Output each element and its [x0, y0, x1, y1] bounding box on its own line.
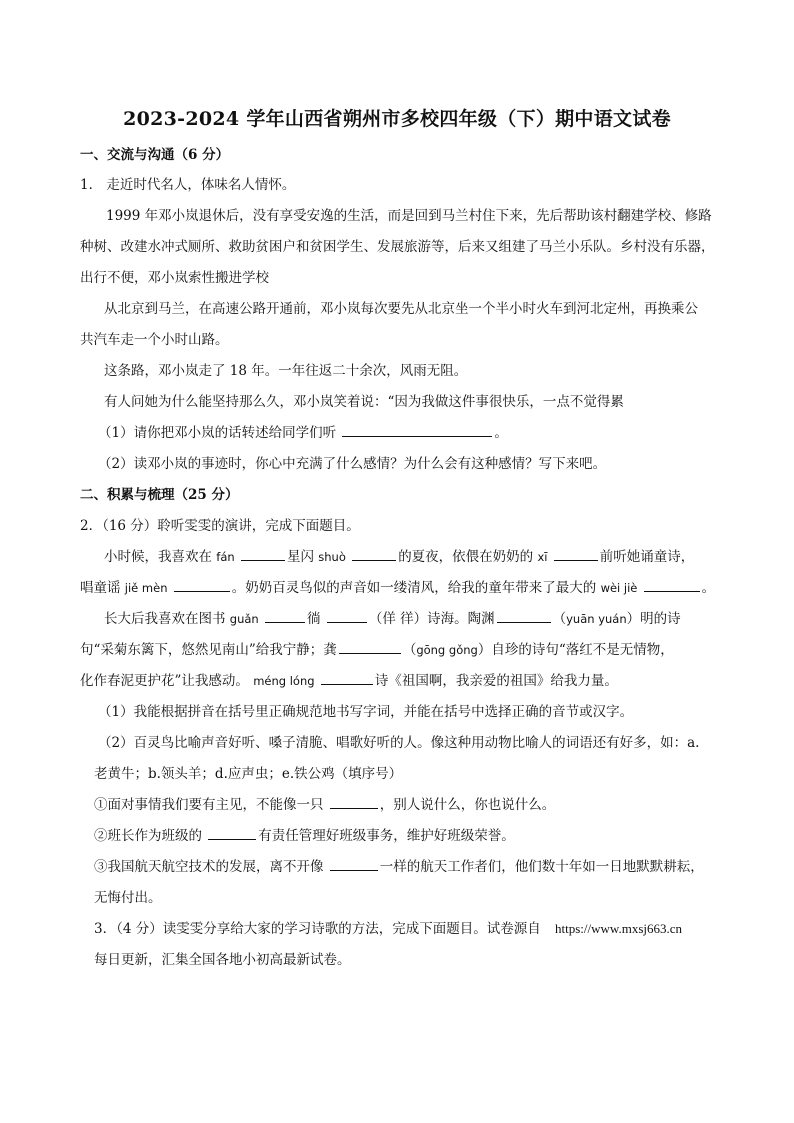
- item-text: 有责任管理好班级事务，维护好班级荣誉。: [258, 828, 515, 844]
- sub-question-1-1: [98, 424, 508, 442]
- sub-question-1-1-end: 。: [494, 425, 508, 441]
- speech-text: 。: [701, 580, 716, 596]
- speech-text: 长大后我喜欢在图书: [104, 611, 226, 627]
- speech-text: 唱童谣: [80, 580, 121, 596]
- item-text: ①面对事情我们要有主见，不能像一只: [94, 797, 324, 813]
- answer-blank[interactable]: [644, 579, 700, 592]
- speech-text: 前听她诵童诗，: [599, 549, 695, 565]
- answer-blank[interactable]: [241, 548, 285, 561]
- answer-blank[interactable]: [554, 548, 598, 561]
- speech-text: （: [552, 611, 567, 627]
- passage-p3: 这条路，邓小岚走了 18 年。一年往返二十余次，风雨无阻。: [104, 363, 468, 379]
- section-1-heading: 一、交流与沟通（6 分）: [80, 147, 230, 163]
- pinyin: gōng gǒng: [416, 643, 478, 657]
- question-3-cont: 每日更新，汇集全国各地小初高最新试卷。: [94, 952, 351, 968]
- answer-blank[interactable]: [339, 641, 401, 654]
- fill-item-2: [94, 827, 515, 845]
- pinyin: yuān yuán: [566, 612, 627, 626]
- answer-blank[interactable]: [352, 548, 396, 561]
- fill-item-3: [94, 858, 704, 876]
- fill-item-3-cont: 无悔付出。: [94, 890, 162, 906]
- sub-question-2-2-line1: （2）百灵鸟比喻声音好听、嗓子清脆、唱歌好听的人。像这种用动物比喻人的词语还有好多，如：a.: [98, 735, 700, 751]
- item-text: ，别人说什么，你也说什么。: [379, 797, 556, 813]
- speech-line2: [80, 579, 715, 597]
- sub-question-1-1-text: （1）请你把邓小岚的话转述给同学们听: [98, 425, 337, 441]
- speech-text: 。奶奶百灵鸟似的声音如一缕清风，给我的童年带来了最大的: [231, 580, 597, 596]
- sub-question-1-2: （2）读邓小岚的事迹时，你心中充满了什么感情？为什么会有这种感情？写下来吧。: [98, 456, 607, 472]
- speech-line1: [104, 548, 694, 566]
- answer-blank[interactable]: [327, 610, 367, 623]
- item-text: ②班长作为班级的: [94, 828, 202, 844]
- answer-blank[interactable]: [330, 858, 378, 871]
- sub-question-2-1: （1）我能根据拼音在括号里正确规范地书写字词，并能在括号中选择正确的音节或汉字。: [98, 704, 634, 720]
- speech-line3: [104, 610, 681, 628]
- item-text: ③我国航天航空技术的发展，离不开像: [94, 859, 324, 875]
- question-1: 1． 走近时代名人，体味名人情怀。: [80, 177, 296, 193]
- sub-question-2-2-line2: 老黄牛；b.领头羊；d.应声虫；e.铁公鸡（填序号）: [94, 766, 403, 782]
- speech-text: 化作春泥更护花”让我感动。: [80, 673, 249, 689]
- question-3: [94, 920, 682, 938]
- passage-p4: 有人问她为什么能坚持那么久，邓小岚笑着说：“因为我做这件事很快乐，一点不觉得累: [104, 394, 624, 410]
- answer-blank[interactable]: [330, 796, 378, 809]
- answer-blank[interactable]: [321, 672, 373, 685]
- speech-line5: [80, 672, 618, 690]
- pinyin: méng lóng: [253, 674, 315, 688]
- pinyin: shuò: [318, 550, 346, 564]
- question-2: 2．（16 分）聆听雯雯的演讲，完成下面题目。: [80, 518, 360, 534]
- answer-blank[interactable]: [497, 610, 551, 623]
- speech-text: （: [402, 642, 417, 658]
- fill-item-1: [94, 796, 555, 814]
- speech-text: ）明的诗: [626, 611, 681, 627]
- document-title: 2023-2024 学年山西省朔州市多校四年级（下）期中语文试卷: [123, 108, 671, 130]
- passage-p1-line1: 1999 年邓小岚退休后，没有享受安逸的生活，而是回到马兰村住下来，先后帮助该村翻建学校、修路: [106, 208, 712, 224]
- pinyin: wèi jiè: [600, 581, 638, 595]
- passage-p1-line3: 出行不便，邓小岚索性搬进学校: [80, 270, 269, 286]
- pinyin: guǎn: [229, 612, 259, 626]
- section-2-heading: 二、积累与梳理（25 分）: [80, 487, 239, 503]
- speech-text: 小时候，我喜欢在: [104, 549, 212, 565]
- passage-p1-line2: 种树、改建水冲式厕所、救助贫困户和贫困学生、发展旅游等，后来又组建了马兰小乐队。乡村没有乐器，: [80, 239, 715, 255]
- answer-blank[interactable]: [342, 424, 492, 437]
- passage-p2-line2: 共汽车走一个小时山路。: [80, 332, 229, 348]
- speech-text: 星闪: [286, 549, 314, 565]
- question-3-text: 3．（4 分）读雯雯分享给大家的学习诗歌的方法，完成下面题目。试卷源自: [94, 921, 541, 937]
- passage-p2-line1: 从北京到马兰，在高速公路开通前，邓小岚每次要先从北京坐一个半小时火车到河北定州，再换乘公: [104, 301, 698, 317]
- answer-blank[interactable]: [265, 610, 305, 623]
- speech-text: ）自珍的诗句“落红不是无情物，: [477, 642, 674, 658]
- speech-text: 诗《祖国啊，我亲爱的祖国》给我力量。: [374, 673, 618, 689]
- source-link[interactable]: https://www.mxsj663.cn: [555, 921, 683, 936]
- speech-text: 句“采菊东篱下，悠然见南山”给我宁静；龚: [80, 642, 337, 658]
- answer-blank[interactable]: [174, 579, 230, 592]
- speech-text: （佯 徉）诗海。陶渊: [368, 611, 495, 627]
- pinyin: fán: [216, 550, 235, 564]
- pinyin: jiě mèn: [124, 581, 168, 595]
- pinyin: xī: [537, 550, 548, 564]
- speech-text: 的夏夜，依偎在奶奶的: [398, 549, 534, 565]
- item-text: 一样的航天工作者们，他们数十年如一日地默默耕耘，: [379, 859, 704, 875]
- speech-line4: [80, 641, 674, 659]
- answer-blank[interactable]: [208, 827, 256, 840]
- speech-text: 徜: [307, 611, 321, 627]
